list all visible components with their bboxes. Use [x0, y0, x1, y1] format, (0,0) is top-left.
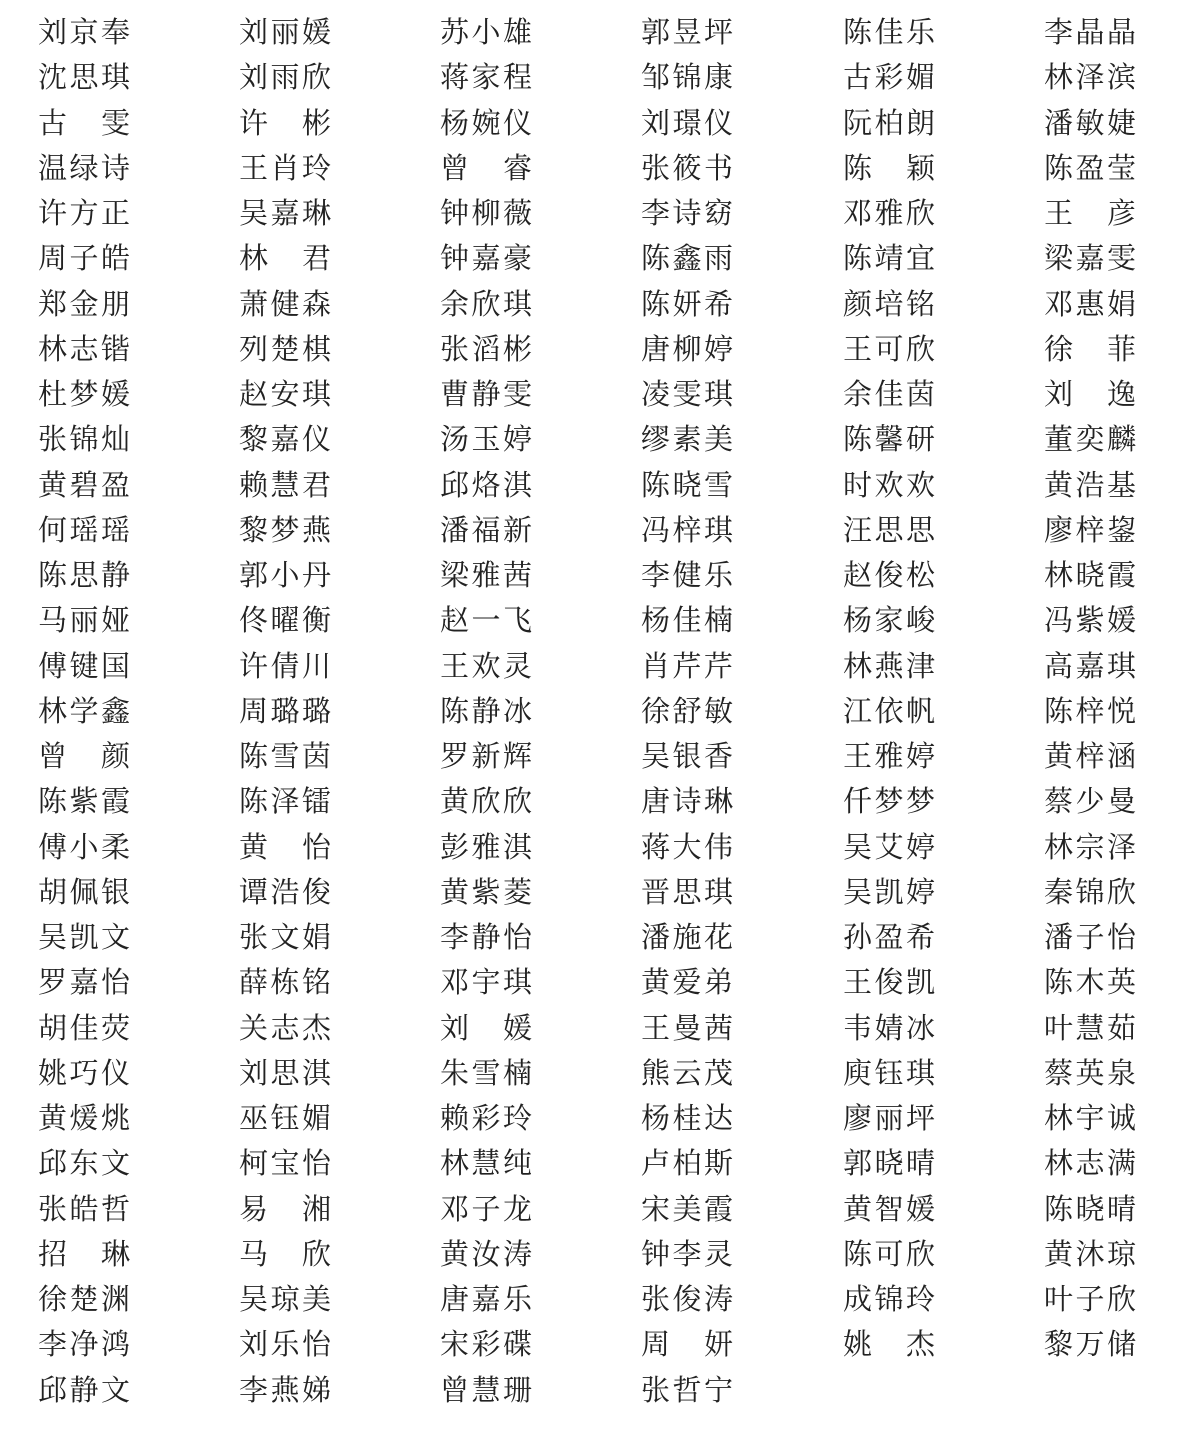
name-entry: 曾 睿 — [440, 150, 532, 185]
name-entry: 余 佳 茵 — [843, 377, 935, 411]
name-entry: 古 雯 — [38, 105, 130, 140]
name-entry: 林 燕 津 — [843, 648, 935, 683]
name-entry: 凌 雯 琪 — [641, 377, 733, 411]
name-entry: 缪 素 美 — [641, 422, 733, 457]
name-entry: 钟 柳 薇 — [440, 196, 532, 230]
name-entry: 王 俊 凯 — [843, 965, 935, 1000]
name-entry: 陈 可 欣 — [843, 1236, 935, 1271]
name-entry: 李 净 鸿 — [38, 1327, 130, 1362]
name-entry: 张 筱 书 — [641, 150, 733, 185]
name-entry: 林 泽 滨 — [1044, 60, 1136, 95]
name-entry: 罗 新 辉 — [440, 739, 532, 773]
name-entry: 李 晶 晶 — [1044, 15, 1136, 49]
name-entry: 杨 佳 楠 — [641, 603, 733, 638]
name-entry: 许 彬 — [239, 105, 331, 140]
name-entry: 易 湘 — [239, 1191, 331, 1226]
name-entry: 许 倩 川 — [239, 648, 331, 683]
name-entry: 廖 梓 鋆 — [1044, 512, 1136, 547]
name-entry: 林 志 锴 — [38, 331, 130, 366]
name-entry: 赵 安 琪 — [239, 377, 331, 411]
name-entry: 徐 舒 敏 — [641, 693, 733, 728]
name-entry: 王 可 欣 — [843, 331, 935, 366]
name-entry: 陈 紫 霞 — [38, 784, 130, 819]
name-entry: 曹 静 雯 — [440, 377, 532, 411]
name-entry: 巫 钰 媚 — [239, 1101, 331, 1135]
name-entry: 黎 嘉 仪 — [239, 422, 331, 457]
name-entry: 陈 佳 乐 — [843, 15, 935, 49]
name-entry: 钟 李 灵 — [641, 1236, 733, 1271]
name-entry: 唐 柳 婷 — [641, 331, 733, 366]
name-entry: 陈 靖 宜 — [843, 241, 935, 276]
name-entry: 赖 慧 君 — [239, 467, 331, 502]
name-entry: 陈 思 静 — [38, 558, 130, 592]
name-entry: 李 诗 窈 — [641, 196, 733, 230]
name-entry: 黄 欣 欣 — [440, 784, 532, 819]
name-entry: 邓 宇 琪 — [440, 965, 532, 1000]
name-entry: 傅 键 国 — [38, 648, 130, 683]
name-entry: 陈 晓 晴 — [1044, 1191, 1136, 1226]
name-entry: 杨 桂 达 — [641, 1101, 733, 1135]
name-entry: 赵 俊 松 — [843, 558, 935, 592]
name-entry: 吴 嘉 琳 — [239, 196, 331, 230]
name-entry: 黄 怡 — [239, 829, 331, 864]
name-entry: 黄 汝 涛 — [440, 1236, 532, 1271]
name-entry: 高 嘉 琪 — [1044, 648, 1136, 683]
name-entry: 黄 梓 涵 — [1044, 739, 1136, 773]
name-entry: 徐 菲 — [1044, 331, 1136, 366]
name-entry: 林 宇 诚 — [1044, 1101, 1136, 1135]
name-entry: 黄 爱 弟 — [641, 965, 733, 1000]
name-entry: 李 静 怡 — [440, 920, 532, 954]
name-entry: 刘 乐 怡 — [239, 1327, 331, 1362]
name-entry: 冯 梓 琪 — [641, 512, 733, 547]
name-entry: 王 欢 灵 — [440, 648, 532, 683]
name-entry: 廖 丽 坪 — [843, 1101, 935, 1135]
name-entry: 刘 璟 仪 — [641, 105, 733, 140]
name-entry: 汤 玉 婷 — [440, 422, 532, 457]
name-entry: 列 楚 棋 — [239, 331, 331, 366]
name-entry: 关 志 杰 — [239, 1010, 331, 1045]
name-entry: 张 俊 涛 — [641, 1282, 733, 1316]
name-entry: 刘 京 奉 — [38, 15, 130, 49]
name-entry: 刘 思 淇 — [239, 1055, 331, 1090]
name-entry: 陈 雪 茵 — [239, 739, 331, 773]
name-entry: 张 哲 宁 — [641, 1372, 733, 1407]
name-entry: 蔡 少 曼 — [1044, 784, 1136, 819]
name-entry: 薛 栋 铭 — [239, 965, 331, 1000]
name-entry: 罗 嘉 怡 — [38, 965, 130, 1000]
name-entry: 吴 凯 婷 — [843, 874, 935, 909]
name-entry: 卢 柏 斯 — [641, 1146, 733, 1181]
name-entry: 何 瑶 瑶 — [38, 512, 130, 547]
name-entry: 钟 嘉 豪 — [440, 241, 532, 276]
name-entry: 佟 曜 衡 — [239, 603, 331, 638]
name-entry: 陈 静 冰 — [440, 693, 532, 728]
name-entry: 马 欣 — [239, 1236, 331, 1271]
name-entry: 郭 昱 坪 — [641, 15, 733, 49]
name-entry: 林 慧 纯 — [440, 1146, 532, 1181]
name-entry: 张 文 娟 — [239, 920, 331, 954]
name-entry: 潘 敏 婕 — [1044, 105, 1136, 140]
name-entry: 张 皓 哲 — [38, 1191, 130, 1226]
name-entry: 成 锦 玲 — [843, 1282, 935, 1316]
name-entry: 林 宗 泽 — [1044, 829, 1136, 864]
name-entry: 林 学 鑫 — [38, 693, 130, 728]
name-entry: 刘 雨 欣 — [239, 60, 331, 95]
name-entry: 王 雅 婷 — [843, 739, 935, 773]
name-entry: 周 子 皓 — [38, 241, 130, 276]
name-entry: 宋 彩 碟 — [440, 1327, 532, 1362]
name-entry: 潘 施 花 — [641, 920, 733, 954]
name-entry: 柯 宝 怡 — [239, 1146, 331, 1181]
name-entry: 张 锦 灿 — [38, 422, 130, 457]
name-entry: 朱 雪 楠 — [440, 1055, 532, 1090]
name-entry: 蒋 家 程 — [440, 60, 532, 95]
name-entry: 马 丽 娅 — [38, 603, 130, 638]
name-entry: 苏 小 雄 — [440, 15, 532, 49]
name-entry: 陈 盈 莹 — [1044, 150, 1136, 185]
name-entry: 周 妍 — [641, 1327, 733, 1362]
name-entry: 林 志 满 — [1044, 1146, 1136, 1181]
name-entry: 颜 培 铭 — [843, 286, 935, 321]
name-entry: 邱 烙 淇 — [440, 467, 532, 502]
name-entry: 陈 鑫 雨 — [641, 241, 733, 276]
name-entry: 张 滔 彬 — [440, 331, 532, 366]
name-entry: 胡 佳 荧 — [38, 1010, 130, 1045]
name-entry: 彭 雅 淇 — [440, 829, 532, 864]
name-entry: 陈 晓 雪 — [641, 467, 733, 502]
name-entry: 陈 妍 希 — [641, 286, 733, 321]
name-entry: 梁 嘉 雯 — [1044, 241, 1136, 276]
name-entry: 汪 思 思 — [843, 512, 935, 547]
name-entry: 招 琳 — [38, 1236, 130, 1271]
name-entry: 蒋 大 伟 — [641, 829, 733, 864]
name-entry: 孙 盈 希 — [843, 920, 935, 954]
name-entry: 冯 紫 媛 — [1044, 603, 1136, 638]
name-entry: 黄 浩 基 — [1044, 467, 1136, 502]
name-entry: 王 肖 玲 — [239, 150, 331, 185]
name-entry: 潘 福 新 — [440, 512, 532, 547]
name-entry: 陈 馨 研 — [843, 422, 935, 457]
name-entry: 刘 媛 — [440, 1010, 532, 1045]
name-entry: 姚 杰 — [843, 1327, 935, 1362]
name-entry: 邱 静 文 — [38, 1372, 130, 1407]
name-entry: 吴 银 香 — [641, 739, 733, 773]
name-entry: 晋 思 琪 — [641, 874, 733, 909]
name-entry: 赖 彩 玲 — [440, 1101, 532, 1135]
name-entry: 赵 一 飞 — [440, 603, 532, 638]
name-entry: 郑 金 朋 — [38, 286, 130, 321]
name-entry: 杜 梦 媛 — [38, 377, 130, 411]
name-entry: 黎 梦 燕 — [239, 512, 331, 547]
name-entry: 熊 云 茂 — [641, 1055, 733, 1090]
name-entry: 仟 梦 梦 — [843, 784, 935, 819]
name-entry: 时 欢 欢 — [843, 467, 935, 502]
name-entry: 董 奕 麟 — [1044, 422, 1136, 457]
name-entry: 庾 钰 琪 — [843, 1055, 935, 1090]
name-entry: 李 燕 娣 — [239, 1372, 331, 1407]
name-entry: 徐 楚 渊 — [38, 1282, 130, 1316]
name-entry: 谭 浩 俊 — [239, 874, 331, 909]
name-entry: 王 彦 — [1044, 196, 1136, 230]
name-entry: 江 依 帆 — [843, 693, 935, 728]
name-entry: 黄 碧 盈 — [38, 467, 130, 502]
name-entry: 叶 慧 茹 — [1044, 1010, 1136, 1045]
name-entry: 许 方 正 — [38, 196, 130, 230]
name-entry: 肖 芹 芹 — [641, 648, 733, 683]
name-entry: 黄 沐 琼 — [1044, 1236, 1136, 1271]
name-entry: 王 曼 茜 — [641, 1010, 733, 1045]
name-entry: 曾 慧 珊 — [440, 1372, 532, 1407]
name-entry: 黄 紫 菱 — [440, 874, 532, 909]
name-entry: 林 晓 霞 — [1044, 558, 1136, 592]
name-entry: 刘 逸 — [1044, 377, 1136, 411]
name-entry: 李 健 乐 — [641, 558, 733, 592]
name-entry: 沈 思 琪 — [38, 60, 130, 95]
name-entry: 叶 子 欣 — [1044, 1282, 1136, 1316]
name-entry: 黄 智 媛 — [843, 1191, 935, 1226]
name-entry: 温 绿 诗 — [38, 150, 130, 185]
name-entry: 黄 煖 烑 — [38, 1101, 130, 1135]
name-entry: 梁 雅 茜 — [440, 558, 532, 592]
name-entry: 林 君 — [239, 241, 331, 276]
name-entry: 陈 颖 — [843, 150, 935, 185]
name-entry: 陈 木 英 — [1044, 965, 1136, 1000]
name-entry: 胡 佩 银 — [38, 874, 130, 909]
name-entry: 杨 婉 仪 — [440, 105, 532, 140]
name-entry: 秦 锦 欣 — [1044, 874, 1136, 909]
name-entry: 刘 丽 媛 — [239, 15, 331, 49]
name-entry: 蔡 英 泉 — [1044, 1055, 1136, 1090]
name-entry: 陈 梓 悦 — [1044, 693, 1136, 728]
name-entry: 黎 万 储 — [1044, 1327, 1136, 1362]
name-entry: 邓 雅 欣 — [843, 196, 935, 230]
name-entry: 唐 嘉 乐 — [440, 1282, 532, 1316]
name-entry: 阮 柏 朗 — [843, 105, 935, 140]
name-entry: 周 璐 璐 — [239, 693, 331, 728]
name-entry: 郭 晓 晴 — [843, 1146, 935, 1181]
name-entry: 邹 锦 康 — [641, 60, 733, 95]
name-entry: 宋 美 霞 — [641, 1191, 733, 1226]
name-entry: 郭 小 丹 — [239, 558, 331, 592]
name-entry: 吴 艾 婷 — [843, 829, 935, 864]
name-entry: 潘 子 怡 — [1044, 920, 1136, 954]
name-entry: 吴 琼 美 — [239, 1282, 331, 1316]
name-entry: 杨 家 峻 — [843, 603, 935, 638]
name-entry: 傅 小 柔 — [38, 829, 130, 864]
name-entry: 余 欣 琪 — [440, 286, 532, 321]
name-entry: 曾 颜 — [38, 739, 130, 773]
name-entry: 萧 健 森 — [239, 286, 331, 321]
name-entry: 唐 诗 琳 — [641, 784, 733, 819]
name-entry: 吴 凯 文 — [38, 920, 130, 954]
name-entry: 陈 泽 镭 — [239, 784, 331, 819]
name-entry: 邓 惠 娟 — [1044, 286, 1136, 321]
name-entry: 姚 巧 仪 — [38, 1055, 130, 1090]
name-entry: 古 彩 媚 — [843, 60, 935, 95]
name-entry: 韦 婧 冰 — [843, 1010, 935, 1045]
name-entry: 邱 东 文 — [38, 1146, 130, 1181]
name-entry: 邓 子 龙 — [440, 1191, 532, 1226]
